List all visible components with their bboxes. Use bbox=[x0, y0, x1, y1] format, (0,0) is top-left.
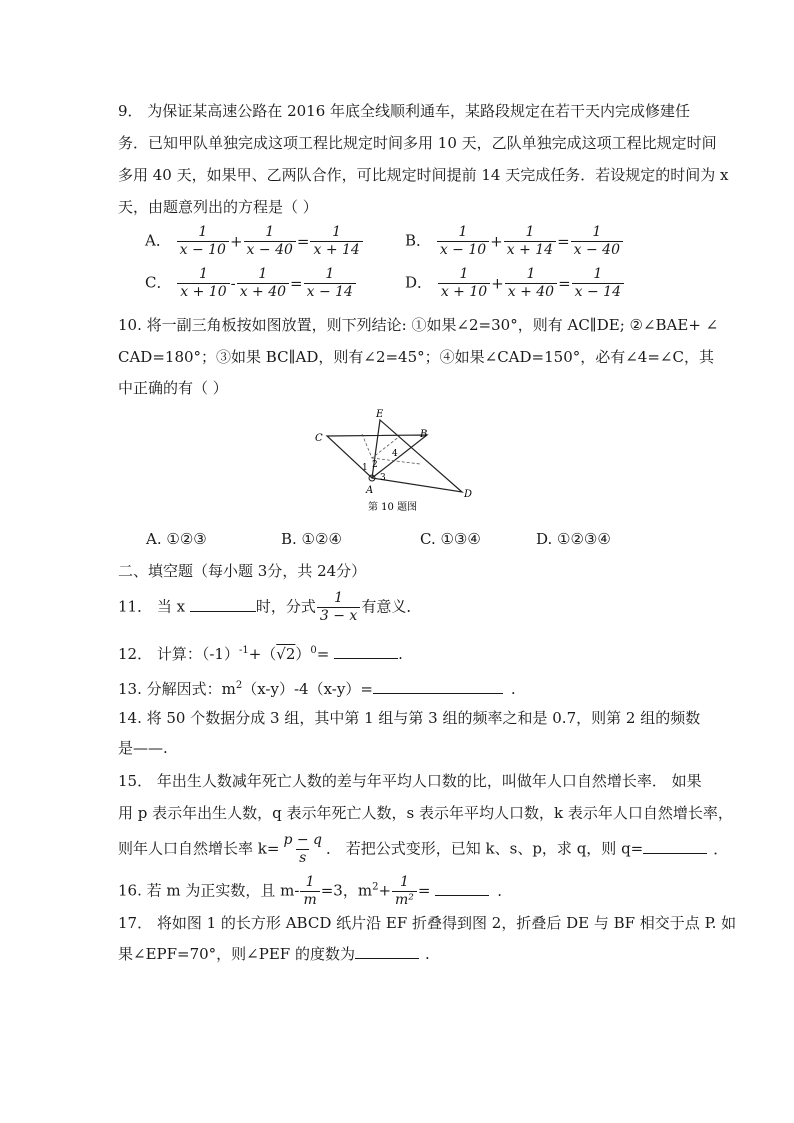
option-label: C． bbox=[145, 273, 172, 292]
q11-text: 时，分式 bbox=[255, 597, 316, 616]
fraction: $\frac{p - q}{s}$ bbox=[283, 832, 322, 866]
q14-line-1: 14. 将 50 个数据分成 3 组，其中第 1 组与第 3 组的频率之和是 0.7，则第 2 组的频数 bbox=[118, 709, 701, 727]
option-label: A． bbox=[145, 231, 171, 250]
section-title: 二、填空题（每小题 3分，共 24分） bbox=[118, 562, 367, 580]
q16-text: = bbox=[417, 881, 436, 900]
q10-option-a: A. ①②③ bbox=[146, 530, 207, 548]
q13-text: 13. 分解因式：m bbox=[118, 680, 236, 698]
q10-option-b: B. ①②④ bbox=[281, 530, 342, 548]
q14-line-2: 是——. bbox=[118, 739, 168, 757]
fraction: $\frac{1}{x - 40}$ bbox=[244, 224, 296, 259]
superscript: 2 bbox=[372, 881, 379, 893]
q9-line-2: 务．已知甲队单独完成这项工程比规定时间多用 10 天，乙队单独完成这项工程比规定时间 bbox=[118, 134, 717, 152]
q17-text: . bbox=[424, 945, 430, 963]
q12-text: = bbox=[316, 645, 335, 663]
q16-text: . bbox=[497, 881, 503, 900]
q11-text: 有意义． bbox=[361, 597, 422, 616]
q13-text: . bbox=[510, 680, 516, 698]
fraction: $\frac{1}{x + 10}$ bbox=[177, 266, 229, 301]
q9-option-d: D． $\frac{1}{x + 10}$ + $\frac{1}{x + 40}$ = $\frac{1}{x - 14}$ bbox=[405, 266, 625, 301]
q9-line-4: 天，由题意列出的方程是（ ） bbox=[118, 198, 318, 216]
q16 bbox=[118, 874, 502, 909]
sqrt-expression: √2 bbox=[276, 645, 296, 663]
fraction: $\frac{1}{3 - x}$ bbox=[317, 590, 360, 625]
q15-text: ． bbox=[713, 839, 729, 858]
q9-option-b: B． $\frac{1}{x - 10}$ + $\frac{1}{x + 14}$ = $\frac{1}{x - 40}$ bbox=[405, 224, 624, 259]
q16-text: =3，m bbox=[320, 881, 373, 900]
q10-option-d: D. ①②③④ bbox=[536, 530, 611, 548]
label-d: D bbox=[464, 489, 473, 500]
superscript: 2 bbox=[235, 680, 243, 691]
q9-line-1: 9． 为保证某高速公路在 2016 年底全线顺利通车，某路段规定在若干天内完成修建任 bbox=[118, 102, 691, 120]
q10-line-1: 10. 将一副三角板按如图放置，则下列结论: ①如果∠2=30°，则有 AC∥DE; ②∠BAE+ ∠ bbox=[118, 316, 719, 334]
label-b: B bbox=[420, 429, 428, 440]
label-c: C bbox=[315, 433, 323, 444]
label-2: 2 bbox=[372, 460, 378, 470]
label-3: 3 bbox=[380, 473, 386, 483]
fraction: $\frac{1}{x - 40}$ bbox=[571, 224, 623, 259]
q17-line-1: 17． 将如图 1 的长方形 ABCD 纸片沿 EF 折叠得到图 2，折叠后 DE 与 BF 相交于点 P. 如 bbox=[118, 914, 737, 932]
q11 bbox=[118, 590, 421, 625]
q10-line-2: CAD=180°；③如果 BC∥AD，则有∠2=45°；④如果∠CAD=150°，必有∠4=∠C，其 bbox=[118, 348, 714, 366]
fraction: $\frac{1}{x + 14}$ bbox=[310, 224, 362, 259]
q12-text: . bbox=[398, 645, 403, 663]
q12 bbox=[118, 641, 403, 664]
answer-blank[interactable] bbox=[334, 644, 398, 659]
answer-blank[interactable] bbox=[373, 679, 503, 694]
q16-text: + bbox=[378, 881, 392, 900]
q12-text: +（ bbox=[248, 645, 277, 663]
fraction: $\frac{1}{x - 10}$ bbox=[437, 224, 489, 259]
q10-line-3: 中正确的有（ ） bbox=[118, 379, 228, 397]
q9-option-c: C． $\frac{1}{x + 10}$ - $\frac{1}{x + 40}$ = $\frac{1}{x - 14}$ bbox=[145, 266, 357, 301]
q17-text: 果∠EPF=70°，则∠PEF 的度数为 bbox=[118, 945, 355, 963]
label-4: 4 bbox=[392, 449, 398, 459]
q17-line-2 bbox=[118, 944, 430, 964]
q10-figure bbox=[300, 400, 500, 520]
q9-option-a: A． $\frac{1}{x - 10}$ + $\frac{1}{x - 40}$ = $\frac{1}{x + 14}$ bbox=[145, 224, 364, 259]
label-e: E bbox=[376, 409, 384, 420]
q9-line-3: 多用 40 天，如果甲、乙两队合作，可比规定时间提前 14 天完成任务．若设规定的时间为 x bbox=[118, 166, 729, 184]
q11-text: 11． 当 x bbox=[118, 597, 190, 616]
q13-text: （x-y）-4（x-y）= bbox=[242, 680, 373, 698]
fraction: $\frac{1}{x + 10}$ bbox=[438, 266, 490, 301]
answer-blank[interactable] bbox=[355, 944, 419, 959]
answer-blank[interactable] bbox=[190, 597, 256, 612]
fraction: $\frac{1}{\text{m²}}$ bbox=[392, 874, 417, 909]
fraction: $\frac{1}{x - 10}$ bbox=[177, 224, 229, 259]
fraction: $\frac{1}{x - 14}$ bbox=[572, 266, 624, 301]
q15-line-2: 用 p 表示年出生人数，q 表示年死亡人数，s 表示年平均人口数，k 表示年人口自然增长率， bbox=[118, 804, 733, 822]
fraction: $\frac{1}{x - 14}$ bbox=[304, 266, 356, 301]
answer-blank[interactable] bbox=[435, 881, 489, 896]
figure-caption: 第 10 题图 bbox=[368, 502, 418, 513]
superscript: 0 bbox=[310, 645, 317, 656]
q10-option-c: C. ①③④ bbox=[420, 530, 481, 548]
q13 bbox=[118, 676, 516, 699]
fraction: $\frac{1}{m}$ bbox=[300, 874, 319, 909]
q15-line-1: 15． 年出生人数减年死亡人数的差与年平均人口数的比，叫做年人口自然增长率． 如果 bbox=[118, 772, 702, 790]
q15-line-3 bbox=[118, 832, 728, 867]
q16-text: 16. 若 m 为正实数，且 m- bbox=[118, 881, 300, 900]
answer-blank[interactable] bbox=[643, 839, 707, 854]
label-1: 1 bbox=[362, 463, 368, 473]
q12-text: 12． 计算：（-1） bbox=[118, 645, 239, 663]
label-a: A bbox=[366, 485, 374, 496]
fraction: $\frac{1}{x + 40}$ bbox=[237, 266, 289, 301]
fraction: $\frac{1}{x + 14}$ bbox=[504, 224, 556, 259]
fraction: $\frac{1}{x + 40}$ bbox=[505, 266, 557, 301]
q15-text: ． 若把公式变形，已知 k、s、p，求 q，则 q= bbox=[326, 839, 644, 858]
q15-text: 则年人口自然增长率 k= bbox=[118, 839, 280, 858]
option-label: B． bbox=[405, 231, 432, 250]
q12-text: ） bbox=[295, 645, 311, 663]
superscript: -1 bbox=[238, 645, 249, 656]
option-label: D． bbox=[405, 273, 433, 292]
